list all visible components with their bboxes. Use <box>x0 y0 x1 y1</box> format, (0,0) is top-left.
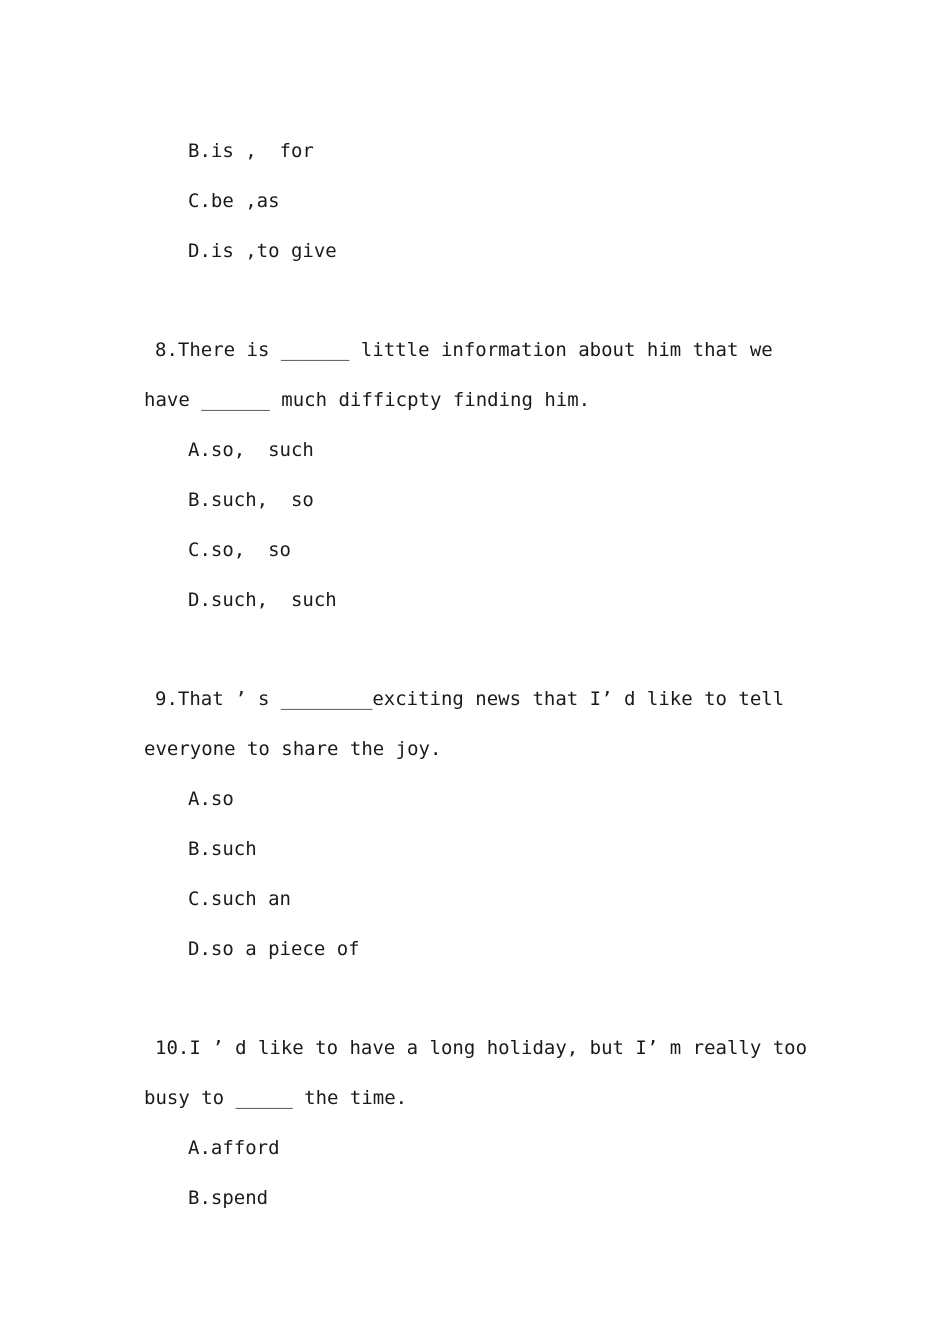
option-item: B.is , for <box>188 140 314 162</box>
option-item: C.be ,as <box>188 190 280 212</box>
option-item: D.so a piece of <box>188 938 360 960</box>
option-item: D.is ,to give <box>188 240 337 262</box>
option-item: C.such an <box>188 888 291 910</box>
option-item: A.so, such <box>188 439 314 461</box>
option-item: A.afford <box>188 1137 280 1159</box>
option-item: B.spend <box>188 1187 269 1209</box>
question-text: 10.I ’ d like to have a long holiday, but I’ m really too <box>155 1037 808 1059</box>
question-text: 9.That ’ s ________exciting news that I’ d like to tell <box>155 688 785 710</box>
option-item: C.so, so <box>188 539 291 561</box>
question-text: 8.There is ______ little information about him that we <box>155 339 773 361</box>
option-item: B.such <box>188 838 257 860</box>
option-item: D.such, such <box>188 589 337 611</box>
question-text: have ______ much difficpty finding him. <box>144 389 591 411</box>
question-text: everyone to share the joy. <box>144 738 442 760</box>
option-item: A.so <box>188 788 234 810</box>
question-text: busy to _____ the time. <box>144 1087 408 1109</box>
option-item: B.such, so <box>188 489 314 511</box>
